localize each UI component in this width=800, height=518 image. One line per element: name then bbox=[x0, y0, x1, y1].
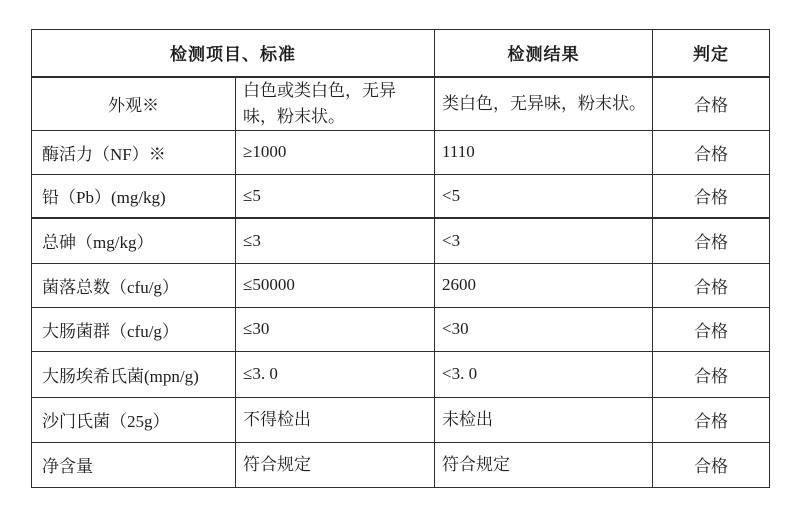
table-row bbox=[32, 130, 770, 174]
header-judgment: 判定 bbox=[653, 30, 770, 77]
standard-cell: ≤3. 0 bbox=[236, 351, 435, 397]
item-cell: 沙门氏菌（25g） bbox=[32, 397, 236, 442]
item-cell: 外观※ bbox=[32, 77, 236, 131]
standard-cell: ≤3 bbox=[236, 218, 435, 263]
result-cell: <3 bbox=[435, 218, 653, 263]
standard-cell: ≤5 bbox=[236, 174, 435, 218]
header-items-standard: 检测项目、标准 bbox=[32, 30, 435, 77]
header-row bbox=[32, 30, 770, 77]
result-cell: 2600 bbox=[435, 263, 653, 307]
table-row bbox=[32, 307, 770, 351]
result-cell: <30 bbox=[435, 307, 653, 351]
judgment-cell: 合格 bbox=[653, 77, 770, 131]
standard-cell: ≥1000 bbox=[236, 130, 435, 174]
item-cell: 大肠埃希氏菌(mpn/g) bbox=[32, 351, 236, 397]
result-cell: 1110 bbox=[435, 130, 653, 174]
header-result: 检测结果 bbox=[435, 30, 653, 77]
table-row bbox=[32, 397, 770, 442]
result-cell: <3. 0 bbox=[435, 351, 653, 397]
table-row bbox=[32, 263, 770, 307]
item-cell: 大肠菌群（cfu/g） bbox=[32, 307, 236, 351]
judgment-cell: 合格 bbox=[653, 174, 770, 218]
table-row bbox=[32, 77, 770, 131]
judgment-cell: 合格 bbox=[653, 442, 770, 487]
result-cell: 符合规定 bbox=[435, 442, 653, 487]
standard-cell: ≤50000 bbox=[236, 263, 435, 307]
result-cell: <5 bbox=[435, 174, 653, 218]
judgment-cell: 合格 bbox=[653, 263, 770, 307]
judgment-cell: 合格 bbox=[653, 218, 770, 263]
judgment-cell: 合格 bbox=[653, 351, 770, 397]
table-row bbox=[32, 442, 770, 487]
result-cell: 类白色，无异味，粉末状。 bbox=[435, 77, 653, 131]
standard-cell: 白色或类白色，无异味，粉末状。 bbox=[236, 77, 435, 131]
table-row bbox=[32, 218, 770, 263]
item-cell: 酶活力（NF）※ bbox=[32, 130, 236, 174]
standard-cell: ≤30 bbox=[236, 307, 435, 351]
table-row bbox=[32, 351, 770, 397]
judgment-cell: 合格 bbox=[653, 307, 770, 351]
judgment-cell: 合格 bbox=[653, 397, 770, 442]
item-cell: 菌落总数（cfu/g） bbox=[32, 263, 236, 307]
judgment-cell: 合格 bbox=[653, 130, 770, 174]
item-cell: 净含量 bbox=[32, 442, 236, 487]
item-cell: 铅（Pb）(mg/kg) bbox=[32, 174, 236, 218]
inspection-report-sheet bbox=[31, 29, 770, 488]
standard-cell: 符合规定 bbox=[236, 442, 435, 487]
result-cell: 未检出 bbox=[435, 397, 653, 442]
inspection-table bbox=[31, 29, 770, 488]
item-cell: 总砷（mg/kg） bbox=[32, 218, 236, 263]
standard-cell: 不得检出 bbox=[236, 397, 435, 442]
table-row bbox=[32, 174, 770, 218]
